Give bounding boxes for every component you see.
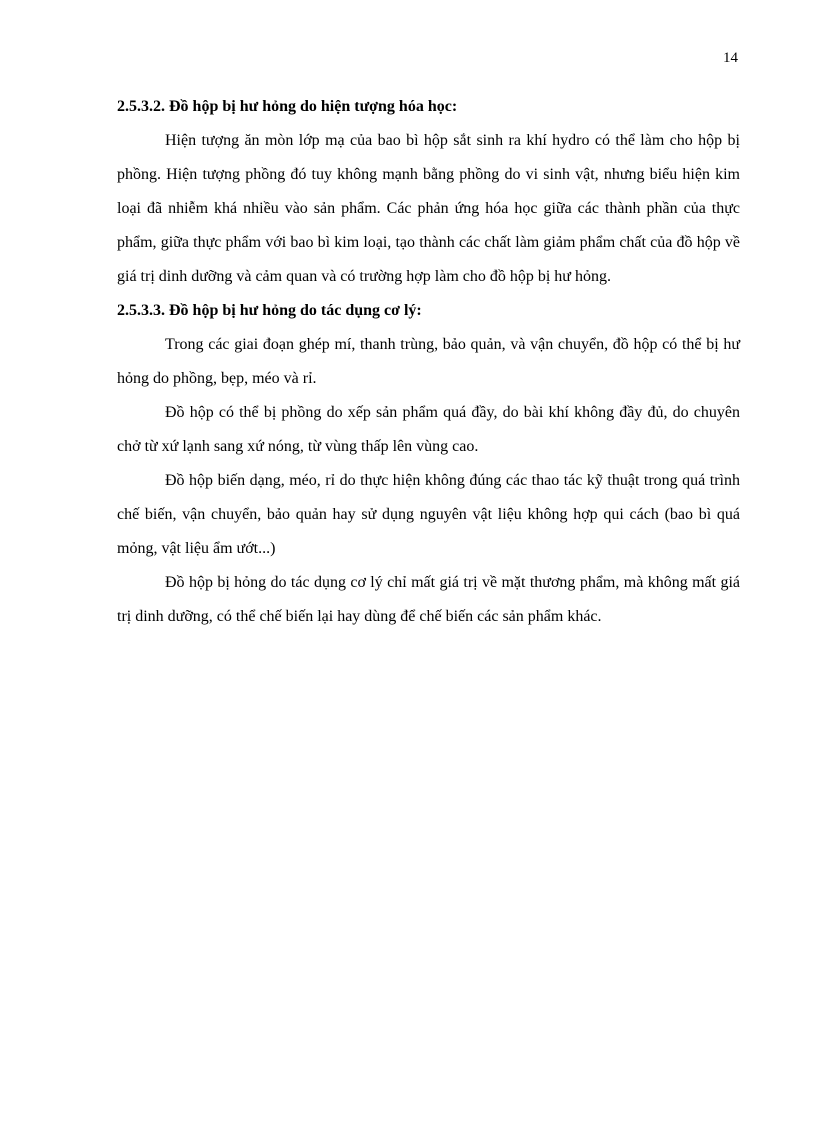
paragraph: Hiện tượng ăn mòn lớp mạ của bao bì hộp sắt sinh ra khí hydro có thể làm cho hộp bị phồng. Hiện tượng phồng đó tuy không mạnh bằng phồng do vi sinh vật, nhưng biểu hiện kim loại đã nhiễm khá nhiều vào sản phẩm. Các phản ứng hóa học giữa các thành phần của thực phẩm, giữa thực phẩm với bao bì kim loại, tạo thành các chất làm giảm phẩm chất của đồ hộp về giá trị dinh dưỡng và cảm quan và có trường hợp làm cho đồ hộp bị hư hỏng. bbox=[117, 132, 740, 285]
paragraph: Đồ hộp biến dạng, méo, rỉ do thực hiện không đúng các thao tác kỹ thuật trong quá trình chế biến, vận chuyển, bảo quản hay sử dụng nguyên vật liệu không hợp qui cách (bao bì quá mỏng, vật liệu ẩm ướt...) bbox=[117, 472, 740, 557]
paragraph: Đồ hộp bị hỏng do tác dụng cơ lý chỉ mất giá trị về mặt thương phẩm, mà không mất giá trị dinh dưỡng, có thể chế biến lại hay dùng để chế biến các sản phẩm khác. bbox=[117, 574, 740, 625]
section-heading: 2.5.3.3. Đồ hộp bị hư hỏng do tác dụng cơ lý: bbox=[117, 302, 422, 319]
page-number: 14 bbox=[723, 50, 738, 66]
document-body bbox=[117, 90, 740, 634]
section-mechanical-spoilage bbox=[117, 294, 740, 634]
section-chemical-spoilage bbox=[117, 90, 740, 294]
paragraph: Trong các giai đoạn ghép mí, thanh trùng, bảo quản, và vận chuyển, đồ hộp có thể bị hư hỏng do phồng, bẹp, méo và rỉ. bbox=[117, 336, 740, 387]
paragraph: Đồ hộp có thể bị phồng do xếp sản phẩm quá đầy, do bài khí không đầy đủ, do chuyên chở từ xứ lạnh sang xứ nóng, từ vùng thấp lên vùng cao. bbox=[117, 404, 740, 455]
section-heading: 2.5.3.2. Đồ hộp bị hư hỏng do hiện tượng hóa học: bbox=[117, 98, 458, 115]
